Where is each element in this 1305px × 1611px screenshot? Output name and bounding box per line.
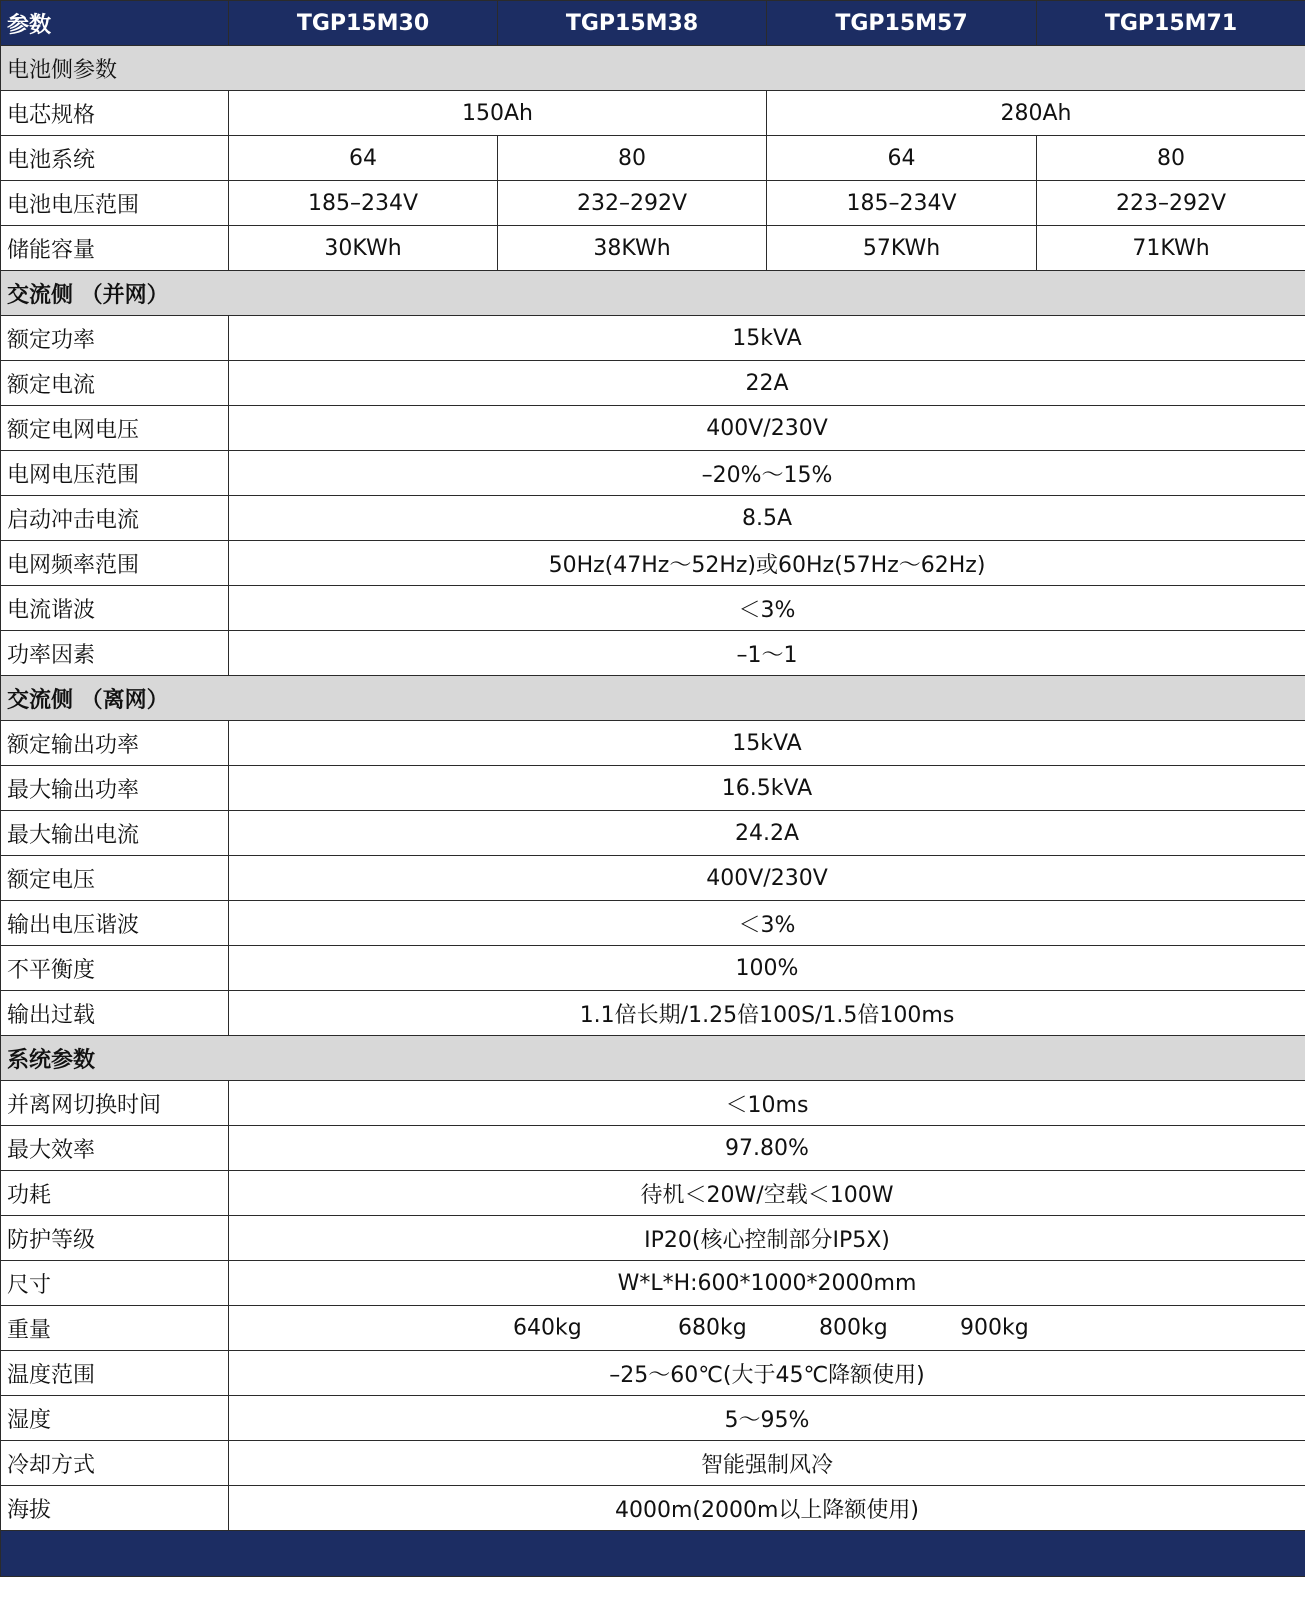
row-label: 最大输出电流: [1, 811, 229, 856]
param-header: 参数: [1, 1, 229, 46]
table-row: [1, 631, 1305, 676]
cell-value: 待机＜20W/空载＜100W: [229, 1171, 1305, 1216]
row-label: 并离网切换时间: [1, 1081, 229, 1126]
weight-values: [229, 1306, 1305, 1351]
row-label: 防护等级: [1, 1216, 229, 1261]
row-label: 最大效率: [1, 1126, 229, 1171]
cell-value: 15kVA: [229, 721, 1305, 766]
row-label: 不平衡度: [1, 946, 229, 991]
section-row: [1, 676, 1305, 721]
row-label: 湿度: [1, 1396, 229, 1441]
row-label: 额定电压: [1, 856, 229, 901]
cell-value: 80: [498, 136, 767, 181]
cell-value: –20%～15%: [229, 451, 1305, 496]
table-row: [1, 1351, 1305, 1396]
cell-value: 97.80%: [229, 1126, 1305, 1171]
weight-value: 800kg: [819, 1315, 888, 1341]
row-label: 电池电压范围: [1, 181, 229, 226]
footer-band: [1, 1531, 1305, 1577]
weight-value: 900kg: [960, 1315, 1029, 1341]
row-label: 冷却方式: [1, 1441, 229, 1486]
table-row: [1, 586, 1305, 631]
cell-value: 80: [1037, 136, 1305, 181]
cell-value: 16.5kVA: [229, 766, 1305, 811]
section-title-battery: 电池侧参数: [1, 46, 1305, 91]
cell-value: 64: [767, 136, 1037, 181]
table-row: [1, 1171, 1305, 1216]
row-label: 输出过载: [1, 991, 229, 1036]
table-row: [1, 1441, 1305, 1486]
table-row: [1, 136, 1305, 181]
table-row: [1, 1486, 1305, 1531]
weight-value: 640kg: [513, 1315, 582, 1341]
cell-value: 22A: [229, 361, 1305, 406]
row-label: 额定输出功率: [1, 721, 229, 766]
section-row: [1, 46, 1305, 91]
cell-value: 185–234V: [229, 181, 498, 226]
cell-value: 1.1倍长期/1.25倍100S/1.5倍100ms: [229, 991, 1305, 1036]
table-row: [1, 361, 1305, 406]
table-row: [1, 991, 1305, 1036]
row-label: 输出电压谐波: [1, 901, 229, 946]
cell-value: 50Hz(47Hz～52Hz)或60Hz(57Hz～62Hz): [229, 541, 1305, 586]
row-label: 最大输出功率: [1, 766, 229, 811]
row-label: 功耗: [1, 1171, 229, 1216]
header-row: [1, 1, 1305, 46]
table-row: [1, 451, 1305, 496]
row-label: 额定电网电压: [1, 406, 229, 451]
table-row: [1, 91, 1305, 136]
row-label: 功率因素: [1, 631, 229, 676]
cell-value: 64: [229, 136, 498, 181]
cell-value: 30KWh: [229, 226, 498, 271]
row-label: 电网频率范围: [1, 541, 229, 586]
row-label: 电网电压范围: [1, 451, 229, 496]
model-header: TGP15M71: [1037, 1, 1305, 46]
cell-value: 8.5A: [229, 496, 1305, 541]
table-row: [1, 181, 1305, 226]
cell-value: 223–292V: [1037, 181, 1305, 226]
cell-value: 150Ah: [229, 91, 767, 136]
row-label: 尺寸: [1, 1261, 229, 1306]
table-row: [1, 1261, 1305, 1306]
cell-value: 57KWh: [767, 226, 1037, 271]
row-label: 电池系统: [1, 136, 229, 181]
model-header: TGP15M57: [767, 1, 1037, 46]
row-label: 启动冲击电流: [1, 496, 229, 541]
table-row: [1, 541, 1305, 586]
cell-value: 71KWh: [1037, 226, 1305, 271]
table-row: [1, 1126, 1305, 1171]
table-row: [1, 1396, 1305, 1441]
cell-value: 232–292V: [498, 181, 767, 226]
row-label: 电芯规格: [1, 91, 229, 136]
table-row: [1, 496, 1305, 541]
table-row: [1, 1306, 1305, 1351]
table-row: [1, 316, 1305, 361]
cell-value: –1～1: [229, 631, 1305, 676]
table-row: [1, 811, 1305, 856]
model-header: TGP15M38: [498, 1, 767, 46]
weight-value: 680kg: [678, 1315, 747, 1341]
table-row: [1, 856, 1305, 901]
table-row: [1, 721, 1305, 766]
cell-value: 38KWh: [498, 226, 767, 271]
cell-value: 5～95%: [229, 1396, 1305, 1441]
footer-bar: [1, 1531, 1305, 1577]
section-title-ac-grid: 交流侧 （并网）: [1, 271, 1305, 316]
table-row: [1, 946, 1305, 991]
cell-value: –25～60℃(大于45℃降额使用): [229, 1351, 1305, 1396]
model-header: TGP15M30: [229, 1, 498, 46]
section-title-ac-offgrid: 交流侧 （离网）: [1, 676, 1305, 721]
section-row: [1, 1036, 1305, 1081]
row-label: 温度范围: [1, 1351, 229, 1396]
table-row: [1, 901, 1305, 946]
row-label: 海拔: [1, 1486, 229, 1531]
cell-value: 280Ah: [767, 91, 1305, 136]
row-label: 储能容量: [1, 226, 229, 271]
row-label: 额定电流: [1, 361, 229, 406]
cell-value: W*L*H:600*1000*2000mm: [229, 1261, 1305, 1306]
cell-value: 24.2A: [229, 811, 1305, 856]
row-label: 额定功率: [1, 316, 229, 361]
cell-value: ＜3%: [229, 586, 1305, 631]
cell-value: 400V/230V: [229, 856, 1305, 901]
cell-value: 4000m(2000m以上降额使用): [229, 1486, 1305, 1531]
table-row: [1, 766, 1305, 811]
row-label: 重量: [1, 1306, 229, 1351]
table-row: [1, 1216, 1305, 1261]
table-row: [1, 1081, 1305, 1126]
cell-value: IP20(核心控制部分IP5X): [229, 1216, 1305, 1261]
cell-value: ＜3%: [229, 901, 1305, 946]
table-row: [1, 226, 1305, 271]
cell-value: ＜10ms: [229, 1081, 1305, 1126]
section-title-system: 系统参数: [1, 1036, 1305, 1081]
section-row: [1, 271, 1305, 316]
row-label: 电流谐波: [1, 586, 229, 631]
table-row: [1, 406, 1305, 451]
cell-value: 15kVA: [229, 316, 1305, 361]
cell-value: 185–234V: [767, 181, 1037, 226]
cell-value: 400V/230V: [229, 406, 1305, 451]
cell-value: 100%: [229, 946, 1305, 991]
cell-value: 智能强制风冷: [229, 1441, 1305, 1486]
